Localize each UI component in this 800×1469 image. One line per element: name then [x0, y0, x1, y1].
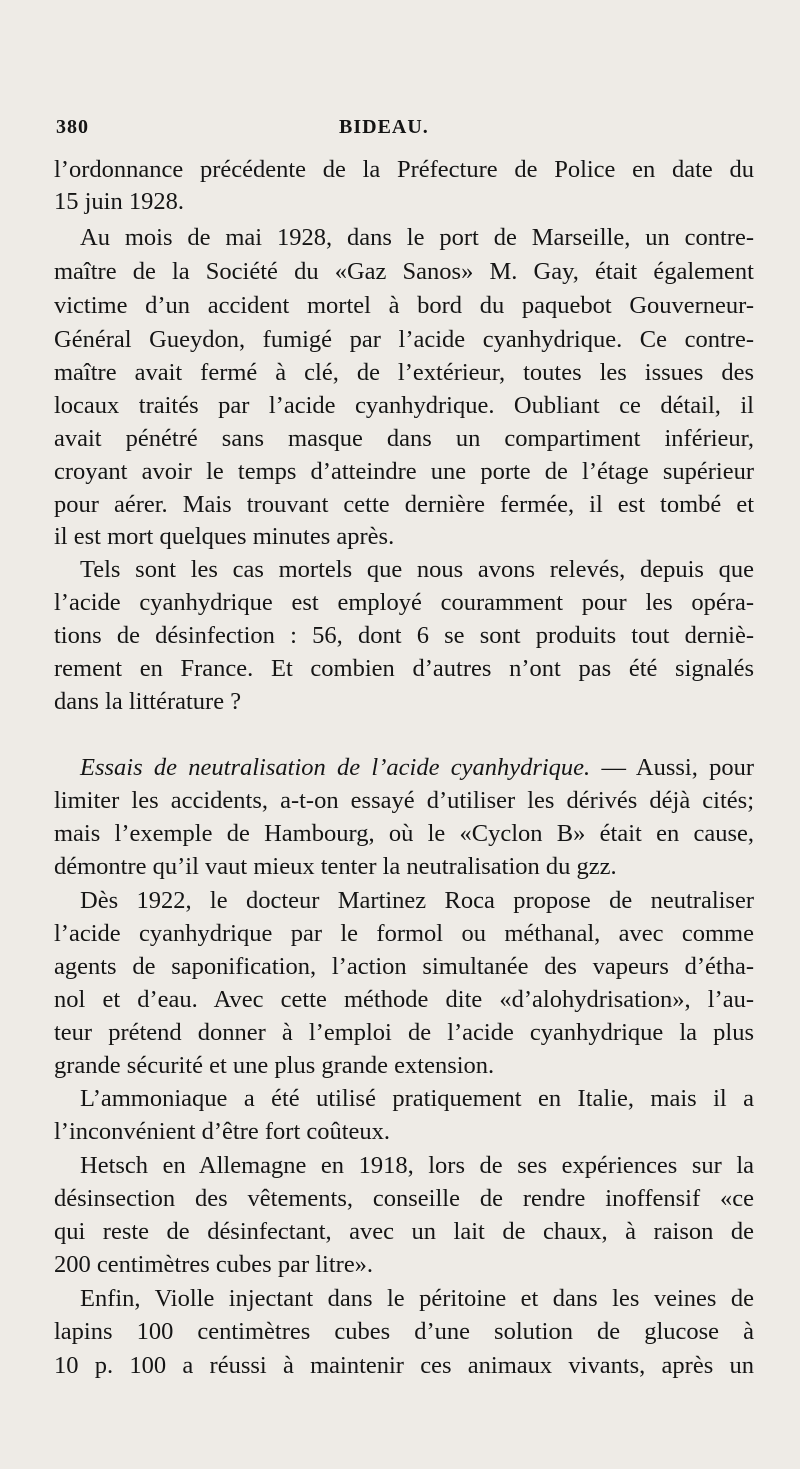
text-line: tions de désinfection : 56, dont 6 se sont produits tout derniè- [54, 622, 754, 649]
text-line: l’ordonnance précédente de la Préfecture de Police en date du [54, 156, 754, 183]
text-line: qui reste de désinfectant, avec un lait de chaux, à raison de [54, 1218, 754, 1245]
text-line: lapins 100 centimètres cubes d’une solution de glucose à [54, 1318, 754, 1345]
section-heading: Essais de neutralisation de l’acide cyanhydrique. [80, 754, 591, 781]
text-line: maître avait fermé à clé, de l’extérieur, toutes les issues des [54, 359, 754, 386]
text-line: démontre qu’il vaut mieux tenter la neutralisation du gzz. [54, 853, 617, 880]
text-line: croyant avoir le temps d’atteindre une porte de l’étage supérieur [54, 458, 754, 485]
text-line: 200 centimètres cubes par litre». [54, 1251, 374, 1278]
page-header [56, 116, 756, 146]
section-heading-line: Essais de neutralisation de l’acide cyanhydrique. — Aussi, pour [80, 754, 754, 781]
text-line: nol et d’eau. Avec cette méthode dite «d’alohydrisation», l’au- [54, 986, 754, 1013]
text-line: désinsection des vêtements, conseille de rendre inoffensif «ce [54, 1185, 754, 1212]
text-line: mais l’exemple de Hambourg, où le «Cyclon B» était en cause, [54, 820, 754, 847]
text-line: limiter les accidents, a-t-on essayé d’utiliser les dérivés déjà cités; [54, 787, 754, 814]
text-line: maître de la Société du «Gaz Sanos» M. Gay, était également [54, 258, 754, 285]
text-line: grande sécurité et une plus grande extension. [54, 1052, 495, 1079]
text-line: Hetsch en Allemagne en 1918, lors de ses expériences sur la [80, 1152, 754, 1179]
text-line: l’inconvénient d’être fort coûteux. [54, 1118, 391, 1145]
text-line: teur prétend donner à l’emploi de l’acide cyanhydrique la plus [54, 1019, 754, 1046]
text-line: Dès 1922, le docteur Martinez Roca propose de neutraliser [80, 887, 754, 914]
text-line: 10 p. 100 a réussi à maintenir ces animaux vivants, après un [54, 1352, 754, 1379]
text-line: dans la littérature ? [54, 688, 242, 715]
text-line: Tels sont les cas mortels que nous avons relevés, depuis que [80, 556, 754, 583]
text-line: il est mort quelques minutes après. [54, 523, 395, 550]
page-number: 380 [56, 116, 89, 138]
text-line: Général Gueydon, fumigé par l’acide cyanhydrique. Ce contre- [54, 326, 754, 353]
text-line: Au mois de mai 1928, dans le port de Marseille, un contre- [80, 224, 754, 251]
text-line: l’acide cyanhydrique est employé couramment pour les opéra- [54, 589, 754, 616]
text-line: Enfin, Violle injectant dans le péritoine et dans les veines de [80, 1285, 754, 1312]
text-line: 15 juin 1928. [54, 188, 184, 215]
text-line: L’ammoniaque a été utilisé pratiquement en Italie, mais il a [80, 1085, 754, 1112]
text-line: rement en France. Et combien d’autres n’ont pas été signalés [54, 655, 754, 682]
text-line: avait pénétré sans masque dans un compartiment inférieur, [54, 425, 754, 452]
text-line: l’acide cyanhydrique par le formol ou méthanal, avec comme [54, 920, 754, 947]
text-line: pour aérer. Mais trouvant cette dernière fermée, il est tombé et [54, 491, 754, 518]
text-line: locaux traités par l’acide cyanhydrique. Oubliant ce détail, il [54, 392, 754, 419]
running-head: BIDEAU. [339, 116, 429, 138]
text-line: victime d’un accident mortel à bord du paquebot Gouverneur- [54, 292, 754, 319]
text-line: agents de saponification, l’action simultanée des vapeurs d’étha- [54, 953, 754, 980]
